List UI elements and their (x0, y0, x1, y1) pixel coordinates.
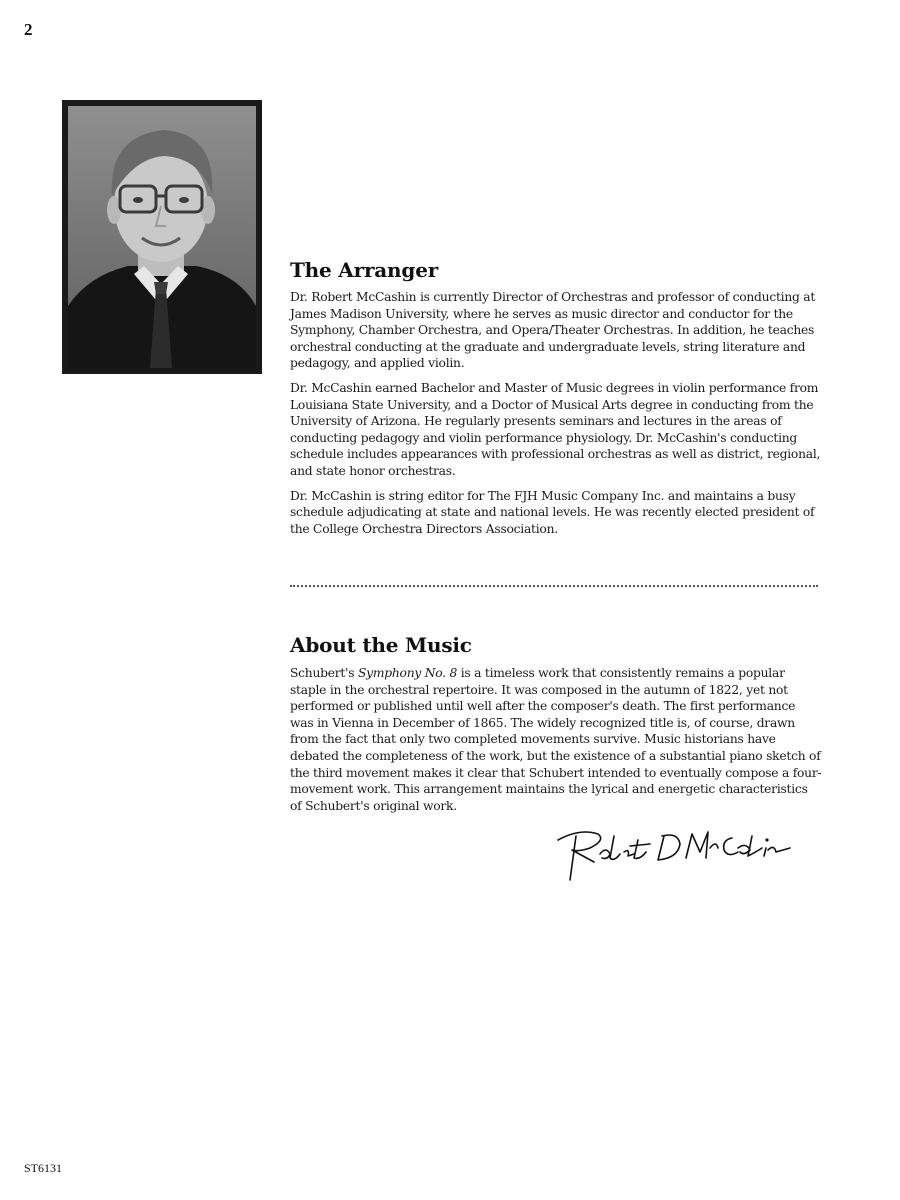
arranger-paragraph: Dr. Robert McCashin is currently Director of Orchestras and professor of conducting at James Madison University, where he serves as music director and conductor for the Symphony, Chamber Orchestra, and Opera/Theater Orchestras. In addition, he teaches orchestral conducting at the graduate and undergraduate levels, string literature and pedagogy, and applied violin. (290, 290, 816, 371)
arranger-portrait-icon (62, 100, 262, 374)
music-paragraph (290, 665, 822, 814)
music-paragraph-start: Schubert's (290, 666, 358, 680)
music-paragraph-rest: is a timeless work that consistently remains a popular staple in the orchestral repertoire. It was composed in the autumn of 1822, yet not performed or published until well after the composer's death. The first performance was in Vienna in December of 1865. The widely recognized title is, of course, drawn from the fact that only two completed movements survive. Music historians have debated the completeness of the work, but the existence of a substantial piano sketch of the third movement makes it clear that Schubert intended to eventually compose a four-movement work. This arrangement maintains the lyrical and energetic characteristics of Schubert's original work. (290, 666, 822, 813)
arranger-paragraph: Dr. McCashin is string editor for The FJH Music Company Inc. and maintains a busy schedule adjudicating at state and national levels. He was recently elected president of the College Orchestra Directors Association. (290, 488, 815, 536)
section-divider (290, 585, 818, 587)
arranger-paragraph: Dr. McCashin earned Bachelor and Master of Music degrees in violin performance from Louisiana State University, and a Doctor of Musical Arts degree in conducting from the University of Arizona. He regularly presents seminars and lectures in the areas of conducting pedagogy and violin performance physiology. Dr. McCashin's conducting schedule includes appearances with professional orchestras as well as district, regional, and state honor orchestras. (290, 380, 821, 478)
signature-icon (550, 818, 805, 890)
music-description (290, 665, 822, 822)
arranger-bio (290, 289, 822, 545)
work-title: Symphony No. 8 (357, 666, 458, 680)
catalog-code: ST6131 (24, 1161, 63, 1175)
arranger-heading: The Arranger (290, 258, 439, 282)
portrait-image (68, 106, 256, 368)
page-number: 2 (24, 20, 33, 39)
music-heading: About the Music (290, 633, 472, 657)
